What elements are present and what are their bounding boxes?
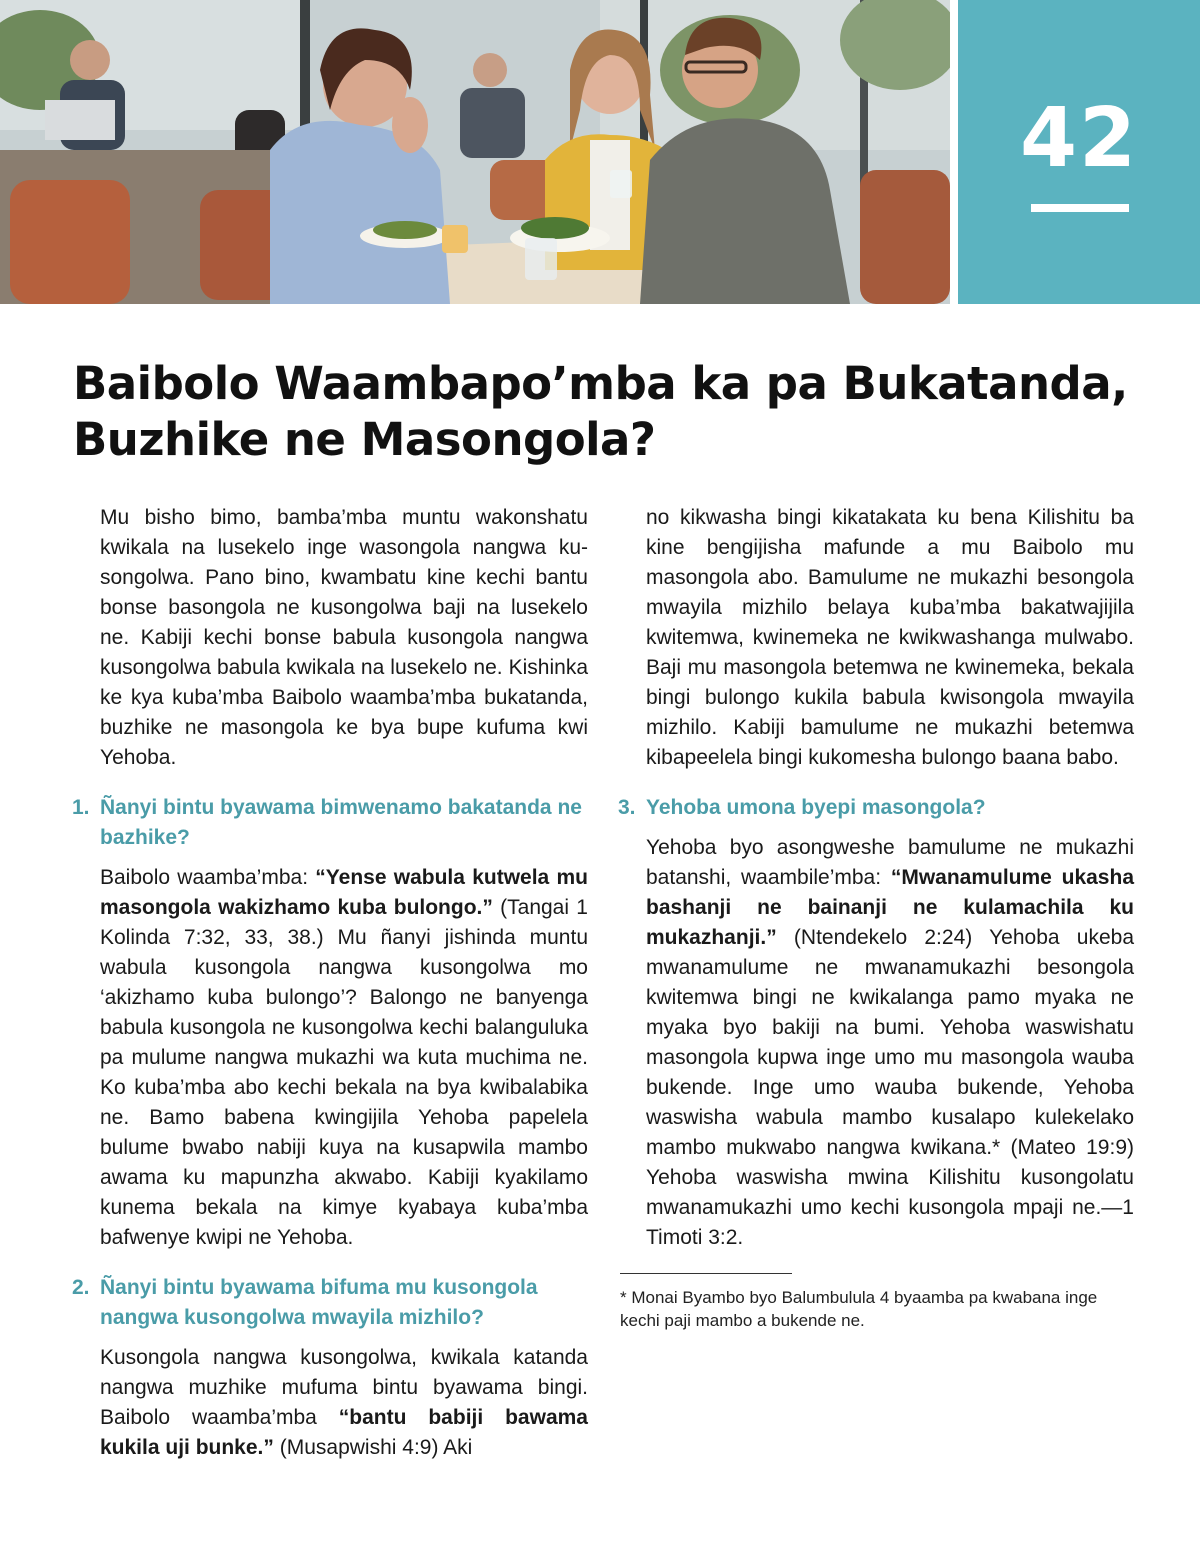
answer-3 [646,833,1134,1253]
answer-2-continued: no kikwasha bingi kikatakata ku bena Kilishitu ba kine bengijisha mafunde a mu Baibolo mu masongola abo. Bamulume ne mukazhi besongola mwayila mizhilo belaya kuba’mba bakatwajijila kwitemwa, kwinemeka ne kwikwashanga mulwabo. Baji mu masongola betemwa ne kwinemeka, bekala bingi bulongo kukila babula kwisongola mwayila mizhilo. Kabiji bamulume ne mukazhi betemwa kibapeelela bingi kukomesha bulongo baana babo. [646,506,1134,769]
question-3 [618,793,1134,823]
page-title: Baibolo Waambapo’mba ka pa Bukatanda, Buzhike ne Masongola? [73,357,1128,466]
footnote: * Monai Byambo byo Balumbulula 4 byaamba pa kwabana inge kechi paji mambo a bukende ne. [620,1288,1098,1330]
footnote-divider [620,1273,792,1274]
answer-1-quote: “Yense wabula kutwela mu masongola wakizhamo kuba bulongo.” [100,866,588,919]
answer-2-start: Kusongola nangwa kusongolwa, kwikala katanda nangwa muzhike mufuma bintu byawama bingi. Baibolo waamba’mba [100,1346,588,1429]
answer-1-end: (Tangai 1 Kolinda 7:32, 33, 38.) Mu ñanyi jishinda muntu wabula kusongola nangwa kusongolwa mo ‘akizhamo kuba bulongo’? Balongo ne banyenga babula kusongola ne kusongolwa kechi balanguluka pa mulume nangwa mukazhi wa kuta muchima ne. Ko kuba’mba abo kechi bekala na bya kwibalabika ne. Bamo babena kwingijila Yehoba papelela bulume bwabo nabiji kuya na kusapwila mambo awama ku mapunzha akwabo. Kabiji kyakilamo kunema bekala na kimye kyabaya kuba’mba bafwenye kwipi ne Yehoba. [100,896,588,1249]
lesson-badge [958,0,1200,304]
answer-3-end: (Ntendekelo 2:24) Yehoba ukeba mwanamulume ne mwanamukazhi besongola kwitemwa bingi ne kwikalanga pamo myaka ne myaka byo bakiji na bumi. Yehoba waswishatu masongola kupwa inge umo mu masongola wauba bukende. Inge umo wauba bukende, Yehoba waswisha wabula mambo kusalapo kulekelako mambo mukwabo nangwa kwikana.* (Mateo 19:9) Yehoba waswisha mwina Kilishitu kusongolatu mwanamukazhi umo kechi kusongola mpaji ne.—1 Timoti 3:2. [646,926,1134,1249]
intro-paragraph: Mu bisho bimo, bamba’mba muntu wakonshatu kwikala na lusekelo inge wasongola nangwa kusongolwa. Pano bino, kwambatu kine kechi bantu bonse basongola ne kusongolwa baji na lusekelo ne. Kabiji kechi bonse babula kusongola nangwa kusongolwa babula kwikala na lusekelo ne. Kishinka ke kya kuba’mba Baibolo waamba’mba bukatanda, buzhike ne masongola ke bya bupe kufuma kwi Yehoba. [100,506,588,769]
question-3-number: 3. [618,796,636,819]
lesson-number: 42 [1019,91,1139,186]
cafe-scene-illustration [0,0,950,304]
question-3-text: Yehoba umona byepi masongola? [646,796,986,819]
answer-2-end: (Musapwishi 4:9) Aki [273,1436,473,1459]
answer-3-start: Yehoba byo asongweshe bamulume ne mukazhi batanshi, waambile’mba: [646,836,1134,889]
question-2-text: Ñanyi bintu byawama bifuma mu kusongola nangwa kusongolwa mwayila mizhilo? [100,1276,538,1329]
answer-1 [100,863,588,1253]
answer-2 [100,1343,588,1463]
answer-2-quote: “bantu babiji bawama kukila uji bunke.” [100,1406,588,1459]
question-2-number: 2. [72,1276,90,1299]
question-1-number: 1. [72,796,90,819]
badge-underline [1031,204,1129,212]
answer-3-quote: “Mwanamulume ukasha bashanji ne bainanji ne kulamachila ku mukazhanji.” [646,866,1134,949]
left-column [72,503,588,1463]
question-2 [72,1273,588,1333]
answer-1-start: Baibolo waamba’mba: [100,866,316,889]
question-1-text: Ñanyi bintu byawama bimwenamo bakatanda ne bazhike? [100,796,582,849]
question-1 [72,793,588,853]
header-photo [0,0,950,304]
right-column [618,503,1134,1332]
